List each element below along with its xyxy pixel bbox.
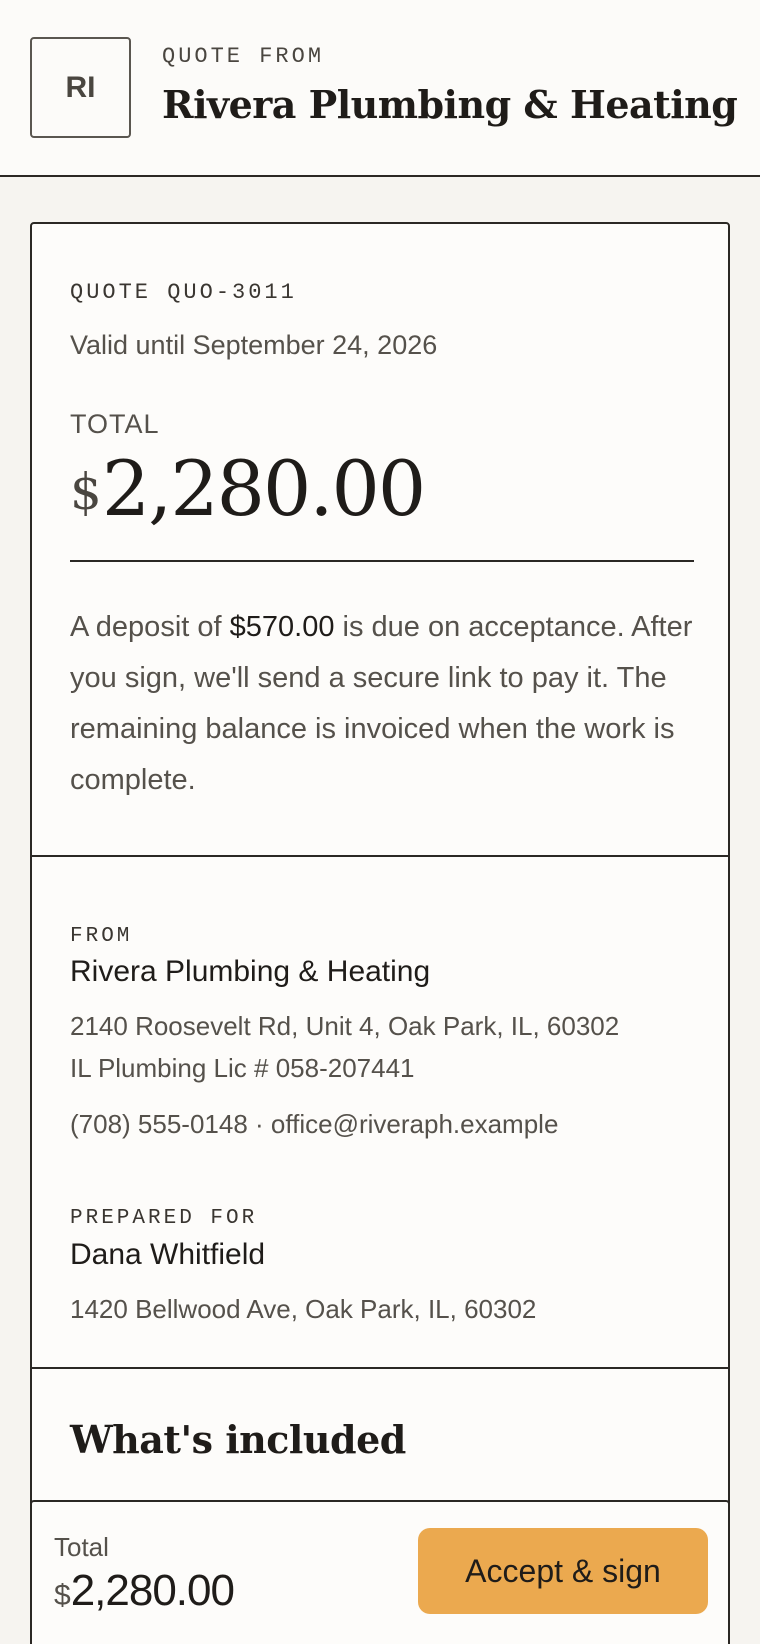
quote-id: QUOTE QUO-3011 xyxy=(70,280,297,305)
prepared-for-label: PREPARED FOR xyxy=(70,1207,258,1230)
total-amount xyxy=(70,444,424,533)
quote-summary-section xyxy=(32,224,728,855)
footer-currency-symbol: $ xyxy=(54,1579,71,1612)
footer-total-value: 2,280.00 xyxy=(70,1566,234,1615)
accept-sign-button[interactable]: Accept & sign xyxy=(418,1528,708,1614)
footer-total-amount xyxy=(54,1566,234,1616)
included-heading: What's included xyxy=(70,1417,406,1462)
from-license: IL Plumbing Lic # 058-207441 xyxy=(70,1053,415,1083)
total-value: 2,280.00 xyxy=(101,444,425,533)
from-name: Rivera Plumbing & Heating xyxy=(70,955,431,988)
currency-symbol: $ xyxy=(70,463,102,521)
total-label: TOTAL xyxy=(70,409,160,439)
header-kicker: QUOTE FROM xyxy=(162,44,325,69)
footer-total-label: Total xyxy=(54,1532,109,1562)
from-label: FROM xyxy=(70,925,133,948)
deposit-suffix: is due on acceptance. After you sign, we'll send a secure link to pay it. The remaining balance is invoiced when the work is complete. xyxy=(70,611,693,796)
divider xyxy=(70,560,694,562)
from-contact: (708) 555-0148 · office@riveraph.example xyxy=(70,1109,559,1139)
deposit-note xyxy=(70,602,710,806)
business-logo: RI xyxy=(30,37,131,138)
page-header xyxy=(0,0,760,177)
deposit-prefix: A deposit of xyxy=(70,611,230,643)
prepared-for-address: 1420 Bellwood Ave, Oak Park, IL, 60302 xyxy=(70,1294,537,1324)
business-name-title: Rivera Plumbing & Heating xyxy=(162,82,738,127)
prepared-for-name: Dana Whitfield xyxy=(70,1238,266,1271)
valid-until: Valid until September 24, 2026 xyxy=(70,330,438,360)
deposit-amount: $570.00 xyxy=(229,611,335,643)
sticky-footer-bar xyxy=(30,1500,730,1644)
parties-section xyxy=(32,855,728,1367)
from-address: 2140 Roosevelt Rd, Unit 4, Oak Park, IL, 60302 xyxy=(70,1011,620,1041)
quote-card xyxy=(30,222,730,1644)
